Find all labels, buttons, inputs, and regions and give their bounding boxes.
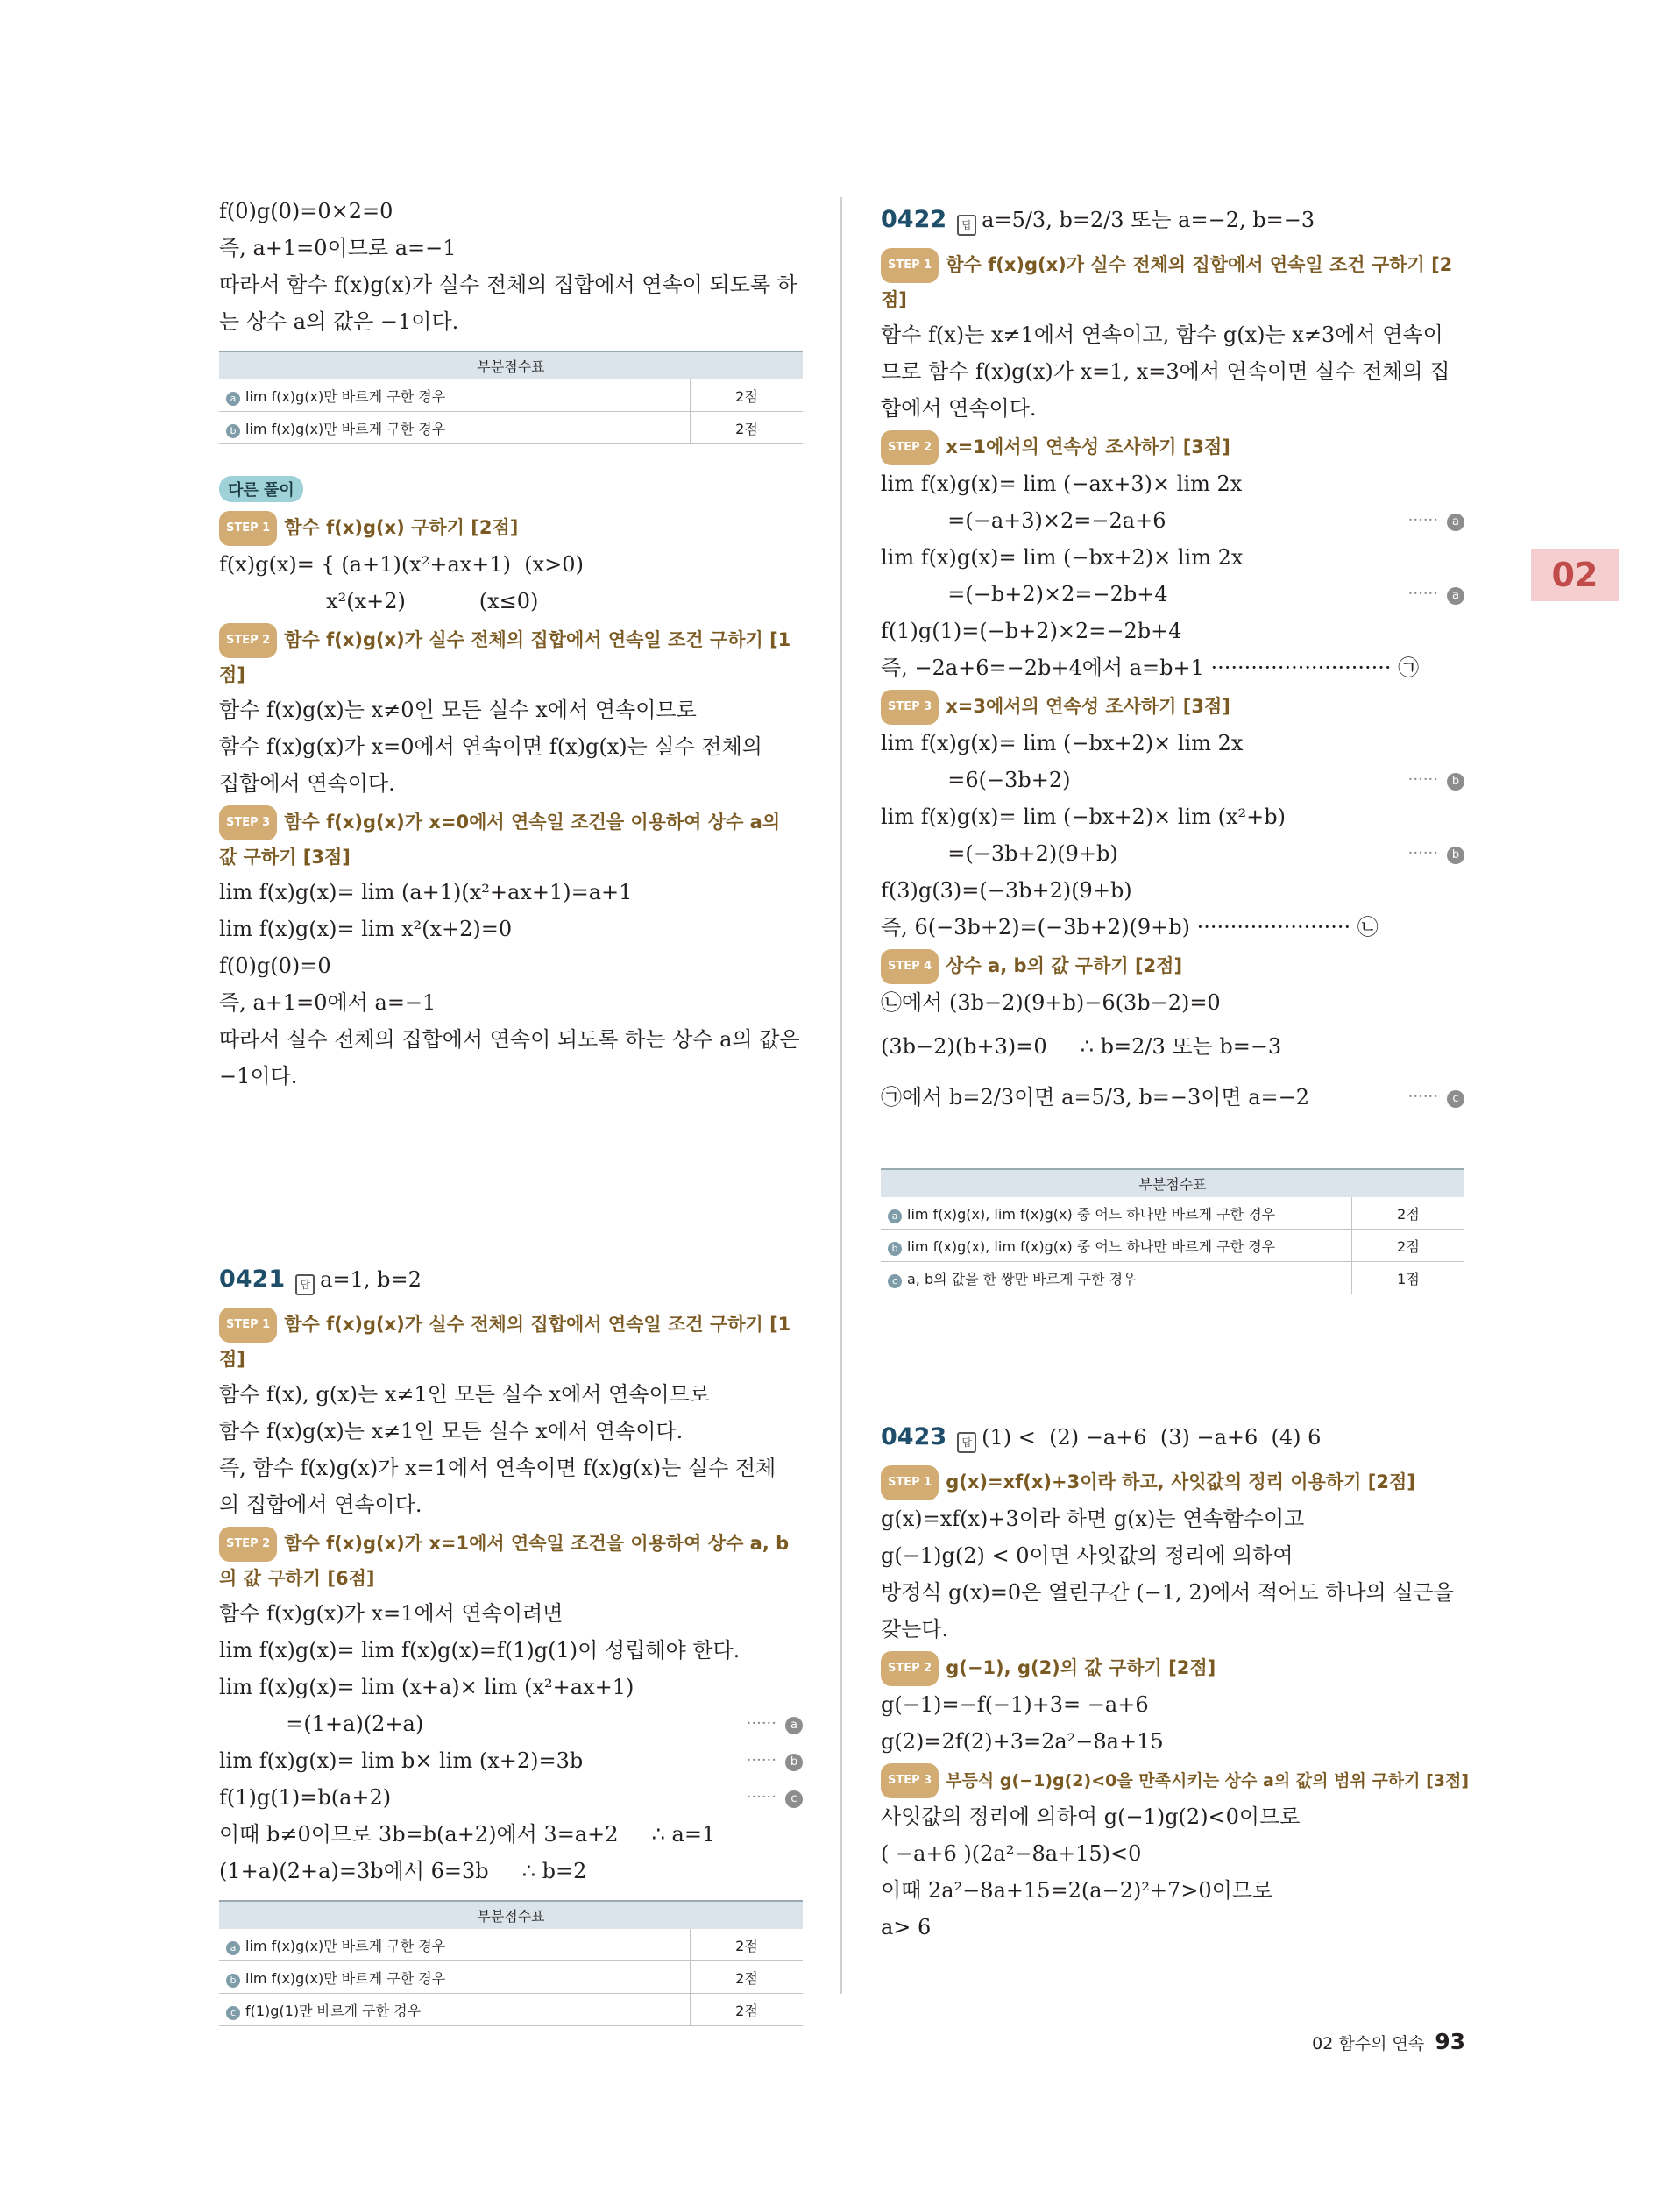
solution-line: ㉡에서 (3b−2)(9+b)−6(3b−2)=0 <box>881 990 1221 1015</box>
marker-tag: ······ b <box>747 1742 803 1779</box>
step-heading <box>219 805 803 874</box>
mark-c-icon: c <box>888 1274 902 1288</box>
score-criterion: lim f(x)g(x)만 바르게 구한 경우 <box>245 420 446 437</box>
step-title: 함수 f(x)g(x)가 실수 전체의 집합에서 연속일 조건 구하기 [2점] <box>881 254 1453 310</box>
solution-line: lim f(x)g(x)= lim (x+a)× lim (x²+ax+1) <box>219 1675 634 1699</box>
step-heading <box>881 430 1464 465</box>
solution-line: 이때 b≠0이므로 3b=b(a+2)에서 3=a+2 ∴ a=1 <box>219 1822 716 1847</box>
marker-tag: ······ c <box>1408 1072 1464 1123</box>
problem-answer: a=1, b=2 <box>320 1267 422 1292</box>
answer-icon: 답 <box>957 215 976 236</box>
marker-tag: ······ a <box>1408 576 1464 613</box>
solution-line: g(2)=2f(2)+3=2a²−8a+15 <box>881 1729 1164 1754</box>
step-badge: STEP 2 <box>881 1651 939 1686</box>
score-table-header: 부분점수표 <box>219 1901 803 1929</box>
column-divider <box>840 197 842 1994</box>
step-heading <box>881 1651 1464 1686</box>
solution-line <box>881 576 1464 613</box>
step-badge: STEP 3 <box>881 690 939 725</box>
solution-line <box>219 1779 803 1816</box>
mark-c-icon: c <box>226 2006 240 2020</box>
solution-line: a> 6 <box>881 1915 932 1939</box>
solution-line: g(−1)g(2) < 0이면 사잇값의 정리에 의하여 <box>881 1543 1294 1568</box>
solution-line: 집합에서 연속이다. <box>219 771 395 796</box>
step-title: 함수 f(x)g(x)가 실수 전체의 집합에서 연속일 조건 구하기 [1점] <box>219 1314 791 1370</box>
mark-a-icon: a <box>888 1209 902 1223</box>
step-badge: STEP 4 <box>881 949 939 984</box>
mark-a-icon: a <box>226 1941 240 1955</box>
marker-tag: ······ c <box>747 1779 803 1816</box>
marker-tag: ······ b <box>1408 762 1464 798</box>
continued-solution <box>219 193 803 340</box>
solution-line: 함수 f(x)g(x)는 x≠1인 모든 실수 x에서 연속이다. <box>219 1419 684 1443</box>
solution-line: 갖는다. <box>881 1617 949 1641</box>
step-title: g(x)=xf(x)+3이라 하고, 사잇값의 정리 이용하기 [2점] <box>946 1471 1415 1493</box>
solution-line: 따라서 실수 전체의 집합에서 연속이 되도록 하는 상수 a의 값은 <box>219 1027 800 1052</box>
solution-text: =(−b+2)×2=−2b+4 <box>881 582 1168 606</box>
solution-line: 이때 2a²−8a+15=2(a−2)²+7>0이므로 <box>881 1878 1273 1903</box>
step-heading <box>219 511 803 546</box>
solution-text: =(−a+3)×2=−2a+6 <box>881 508 1166 533</box>
mark-a-icon: a <box>226 392 240 406</box>
step-heading <box>881 1763 1470 1798</box>
score-points: 1점 <box>1352 1262 1465 1294</box>
mark-b-icon: b <box>226 424 240 438</box>
table-row <box>219 1929 803 1961</box>
solution-line: lim f(x)g(x)= lim (−bx+2)× lim (x²+b) <box>881 805 1286 829</box>
solution-line: lim f(x)g(x)= lim (a+1)(x²+ax+1)=a+1 <box>219 880 633 904</box>
solution-line: 함수 f(x)g(x)가 x=1에서 연속이려면 <box>219 1601 564 1626</box>
solution-line: lim f(x)g(x)= lim x²(x+2)=0 <box>219 917 513 941</box>
solution-line: 즉, −2a+6=−2b+4에서 a=b+1 ··························· ㉠ <box>881 656 1420 680</box>
table-row <box>881 1197 1464 1230</box>
score-criterion: lim f(x)g(x)만 바르게 구한 경우 <box>245 387 446 405</box>
score-table-header: 부분점수표 <box>219 351 803 379</box>
table-row <box>881 1262 1464 1294</box>
step-badge: STEP 3 <box>219 805 277 840</box>
solution-line: ( −a+6 )(2a²−8a+15)<0 <box>881 1841 1142 1866</box>
step-heading <box>881 1465 1464 1500</box>
score-criterion: f(1)g(1)만 바르게 구한 경우 <box>245 2002 422 2019</box>
problem-number: 0422 <box>881 206 947 233</box>
score-points: 2점 <box>1352 1230 1465 1262</box>
problem-number: 0421 <box>219 1266 286 1293</box>
marker-tag: ······ a <box>747 1705 803 1742</box>
marker-b-icon: b <box>785 1754 803 1771</box>
solution-line: 즉, 함수 f(x)g(x)가 x=1에서 연속이면 f(x)g(x)는 실수 전체 <box>219 1456 776 1480</box>
solution-line: 함수 f(x)g(x)가 x=0에서 연속이면 f(x)g(x)는 실수 전체의 <box>219 734 762 759</box>
marker-b-icon: b <box>1447 847 1464 864</box>
step-title: 함수 f(x)g(x)가 실수 전체의 집합에서 연속일 조건 구하기 [1점] <box>219 629 791 685</box>
partial-score-table <box>219 1900 803 2026</box>
solution-text: lim f(x)g(x)= lim b× lim (x+2)=3b <box>219 1748 584 1773</box>
step-title: g(−1), g(2)의 값 구하기 [2점] <box>946 1657 1216 1678</box>
solution-line <box>881 762 1464 798</box>
solution-line: 즉, 6(−3b+2)=(−3b+2)(9+b) ······················· ㉡ <box>881 915 1379 939</box>
solution-line <box>219 1705 803 1742</box>
answer-icon: 답 <box>295 1274 315 1295</box>
score-criterion: a, b의 값을 한 쌍만 바르게 구한 경우 <box>907 1270 1137 1287</box>
score-points: 2점 <box>691 1961 804 1994</box>
step-heading <box>881 248 1464 316</box>
solution-line <box>881 1072 1464 1123</box>
solution-text: =6(−3b+2) <box>881 768 1071 792</box>
marker-tag: ······ a <box>1408 502 1464 539</box>
solution-line: (3b−2)(b+3)=0 ∴ b=2/3 또는 b=−3 <box>881 1034 1282 1059</box>
score-points: 2점 <box>1352 1197 1465 1230</box>
right-column <box>881 193 1470 1946</box>
solution-line: 즉, a+1=0에서 a=−1 <box>219 990 436 1015</box>
mark-b-icon: b <box>226 1974 240 1988</box>
step-title: 상수 a, b의 값 구하기 [2점] <box>946 955 1183 976</box>
solution-line: lim f(x)g(x)= lim f(x)g(x)=f(1)g(1)이 성립해야 한다. <box>219 1638 741 1663</box>
solution-line: 함수 f(x)g(x)는 x≠0인 모든 실수 x에서 연속이므로 <box>219 698 697 722</box>
score-points: 2점 <box>691 412 804 444</box>
step-badge: STEP 1 <box>219 511 277 546</box>
marker-a-icon: a <box>1447 514 1464 531</box>
table-row <box>219 412 803 444</box>
answer-icon: 답 <box>957 1432 976 1453</box>
solution-line <box>219 1742 803 1779</box>
page-number: 93 <box>1435 2029 1465 2054</box>
solution-line <box>881 835 1464 872</box>
solution-line: 즉, a+1=0이므로 a=−1 <box>219 236 457 260</box>
step-title: 함수 f(x)g(x)가 x=0에서 연속일 조건을 이용하여 상수 a의 값 구하기 [3점] <box>219 812 781 868</box>
solution-line: x²(x+2) (x≤0) <box>219 589 539 613</box>
table-row <box>219 1961 803 1994</box>
problem-answer: (1) < (2) −a+6 (3) −a+6 (4) 6 <box>982 1425 1322 1450</box>
step-badge: STEP 1 <box>219 1308 277 1343</box>
step-badge: STEP 1 <box>881 1465 939 1500</box>
marker-a-icon: a <box>785 1717 803 1734</box>
step-heading <box>219 1308 803 1376</box>
step-badge: STEP 1 <box>881 248 939 283</box>
step-heading <box>881 949 1464 984</box>
step-badge: STEP 3 <box>881 1763 939 1798</box>
solution-line: 함수 f(x), g(x)는 x≠1인 모든 실수 x에서 연속이므로 <box>219 1382 711 1407</box>
step-title: 함수 f(x)g(x)가 x=1에서 연속일 조건을 이용하여 상수 a, b의 값 구하기 [6점] <box>219 1533 790 1589</box>
solution-line: 는 상수 a의 값은 −1이다. <box>219 309 459 334</box>
solution-line <box>881 502 1464 539</box>
marker-a-icon: a <box>1447 587 1464 605</box>
problem-header <box>219 1258 803 1304</box>
solution-line: −1이다. <box>219 1064 298 1088</box>
score-criterion: lim f(x)g(x), lim f(x)g(x) 중 어느 하나만 바르게 구한 경우 <box>907 1237 1276 1255</box>
problem-answer: a=5/3, b=2/3 또는 a=−2, b=−3 <box>982 208 1315 232</box>
score-points: 2점 <box>691 379 804 412</box>
table-row <box>219 1994 803 2026</box>
solution-line: 므로 함수 f(x)g(x)가 x=1, x=3에서 연속이면 실수 전체의 집 <box>881 359 1450 384</box>
solution-text: =(−3b+2)(9+b) <box>881 841 1118 866</box>
marker-tag: ······ b <box>1408 835 1464 872</box>
solution-line: (1+a)(2+a)=3b에서 6=3b ∴ b=2 <box>219 1859 587 1883</box>
step-badge: STEP 2 <box>219 1527 277 1562</box>
score-criterion: lim f(x)g(x), lim f(x)g(x) 중 어느 하나만 바르게 구한 경우 <box>907 1205 1276 1223</box>
solution-line: 합에서 연속이다. <box>881 396 1037 421</box>
solution-line: f(1)g(1)=(−b+2)×2=−2b+4 <box>881 619 1182 643</box>
table-row <box>881 1230 1464 1262</box>
step-title: x=3에서의 연속성 조사하기 [3점] <box>946 696 1230 717</box>
solution-line: g(x)=xf(x)+3이라 하면 g(x)는 연속함수이고 <box>881 1507 1305 1531</box>
score-points: 2점 <box>691 1929 804 1961</box>
solution-line: f(0)g(0)=0 <box>219 954 331 978</box>
partial-score-table <box>219 351 803 444</box>
solution-line: 따라서 함수 f(x)g(x)가 실수 전체의 집합에서 연속이 되도록 하 <box>219 273 797 297</box>
solution-line: lim f(x)g(x)= lim (−ax+3)× lim 2x <box>881 472 1243 496</box>
solution-line: 의 집합에서 연속이다. <box>219 1493 422 1517</box>
solution-text: =(1+a)(2+a) <box>219 1712 424 1736</box>
score-table-header: 부분점수표 <box>881 1169 1464 1197</box>
step-badge: STEP 2 <box>881 430 939 465</box>
solution-text: f(1)g(1)=b(a+2) <box>219 1785 392 1810</box>
left-column <box>219 193 803 2037</box>
problem-number: 0423 <box>881 1423 947 1450</box>
table-row <box>219 379 803 412</box>
problem-header <box>881 198 1464 245</box>
score-criterion: lim f(x)g(x)만 바르게 구한 경우 <box>245 1937 446 1954</box>
footer-chapter-title: 02 함수의 연속 <box>1312 2034 1425 2053</box>
solution-line: lim f(x)g(x)= lim (−bx+2)× lim 2x <box>881 545 1244 570</box>
problem-header <box>881 1415 1464 1462</box>
step-title: 함수 f(x)g(x) 구하기 [2점] <box>284 517 519 538</box>
step-heading <box>219 1527 803 1595</box>
mark-b-icon: b <box>888 1242 902 1256</box>
solution-line: lim f(x)g(x)= lim (−bx+2)× lim 2x <box>881 731 1244 755</box>
page-footer <box>1279 2029 1465 2054</box>
step-badge: STEP 2 <box>219 623 277 658</box>
marker-b-icon: b <box>1447 773 1464 791</box>
solution-text: ㉠에서 b=2/3이면 a=5/3, b=−3이면 a=−2 <box>881 1085 1310 1110</box>
marker-c-icon: c <box>785 1790 803 1808</box>
step-heading <box>881 690 1464 725</box>
solution-line: 사잇값의 정리에 의하여 g(−1)g(2)<0이므로 <box>881 1804 1301 1829</box>
solution-line: f(3)g(3)=(−3b+2)(9+b) <box>881 878 1132 903</box>
step-title: 부등식 g(−1)g(2)<0을 만족시키는 상수 a의 값의 범위 구하기 [3점] <box>946 1771 1470 1790</box>
step-heading <box>219 623 803 691</box>
solution-line: g(−1)=−f(−1)+3= −a+6 <box>881 1692 1149 1717</box>
alt-solution-badge: 다른 풀이 <box>219 476 303 502</box>
solution-line: 방정식 g(x)=0은 열린구간 (−1, 2)에서 적어도 하나의 실근을 <box>881 1580 1454 1605</box>
marker-c-icon: c <box>1447 1090 1464 1108</box>
solution-line: f(0)g(0)=0×2=0 <box>219 199 393 223</box>
step-title: x=1에서의 연속성 조사하기 [3점] <box>946 436 1230 457</box>
partial-score-table <box>881 1168 1464 1294</box>
solution-line: f(x)g(x)= { (a+1)(x²+ax+1) (x>0) <box>219 552 584 577</box>
score-points: 2점 <box>691 1994 804 2026</box>
score-criterion: lim f(x)g(x)만 바르게 구한 경우 <box>245 1969 446 1987</box>
chapter-tab: 02 <box>1531 549 1619 601</box>
solution-line: 함수 f(x)는 x≠1에서 연속이고, 함수 g(x)는 x≠3에서 연속이 <box>881 323 1443 347</box>
